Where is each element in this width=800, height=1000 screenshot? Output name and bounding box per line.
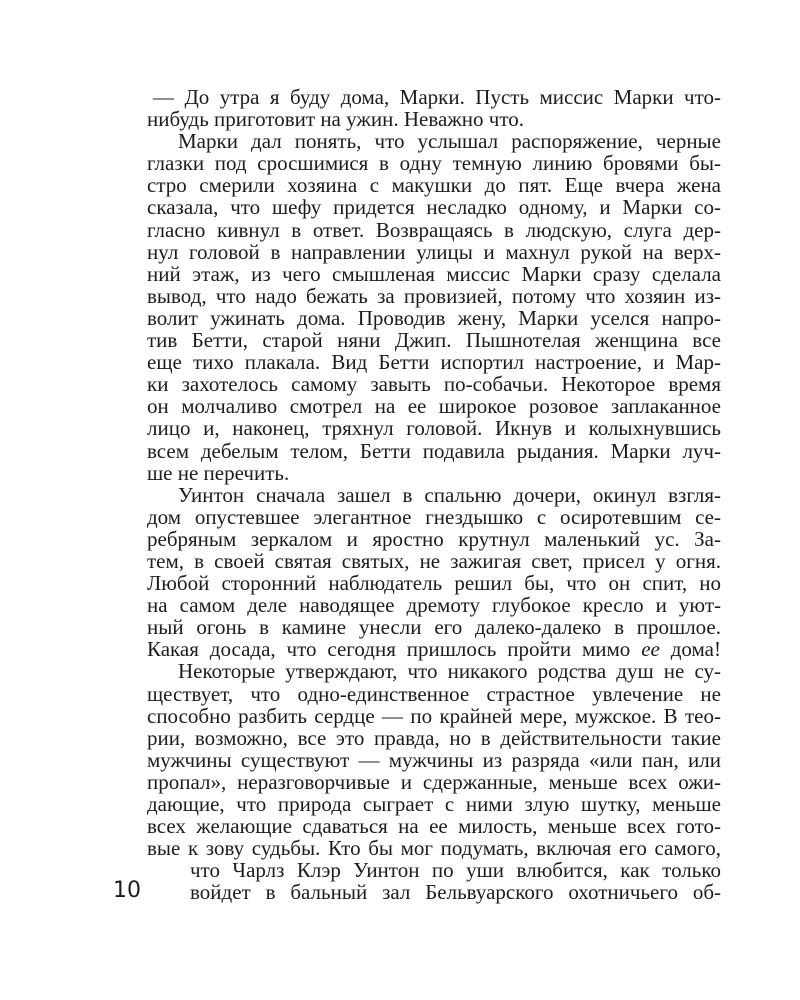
text-segment: Какая досада, что сегодня пришлось пройти мимо <box>147 637 642 662</box>
text-segment: еще тихо плакала. Вид Бетти испортил настроение, и Мар- <box>147 350 721 375</box>
text-segment: пропал», неразговорчивые и сдержанные, меньше всех ожи- <box>147 769 721 794</box>
text-line <box>147 705 721 727</box>
text-segment: гласно кивнул в ответ. Возвращаясь в людскую, слуга дер- <box>147 217 721 242</box>
text-line <box>147 219 721 241</box>
text-line <box>147 550 721 572</box>
text-segment: стро смерили хозяина с макушки до пят. Еще вчера жена <box>147 173 721 198</box>
text-segment: он молчаливо смотрел на ее широкое розовое заплаканное <box>147 394 721 419</box>
text-line <box>147 484 721 506</box>
text-segment: Любой сторонний наблюдатель решил бы, что он спит, но <box>147 571 721 596</box>
text-line <box>147 263 721 285</box>
text-segment: ребряным зеркалом и яростно крутнул маленький ус. За- <box>147 526 721 551</box>
text-segment: рии, возможно, все это правда, но в действительности такие <box>147 725 721 750</box>
text-line <box>147 152 721 174</box>
text-line <box>147 815 721 837</box>
text-line <box>147 307 721 329</box>
text-segment: тив Бетти, старой няни Джип. Пышнотелая женщина все <box>147 328 721 353</box>
text-line <box>147 174 721 196</box>
text-line <box>147 108 721 130</box>
text-segment: всех желающие сдаваться на ее милость, меньше всех гото- <box>147 814 721 839</box>
text-segment: нул головой в направлении улицы и махнул рукой на верх- <box>147 239 721 264</box>
text-line <box>147 683 721 705</box>
text-segment: ществует, что одно-единственное страстное увлечение не <box>147 681 721 706</box>
text-line <box>147 440 721 462</box>
text-line <box>147 727 721 749</box>
text-segment: лицо и, наконец, тряхнул головой. Икнув и колыхнувшись <box>147 416 721 441</box>
text-line <box>147 771 721 793</box>
text-segment: что Чарлз Клэр Уинтон по уши влюбится, как только <box>190 858 721 883</box>
text-segment: способно разбить сердце — по крайней мере, мужское. В тео- <box>147 703 721 728</box>
text-line <box>147 749 721 771</box>
text-line <box>147 373 721 395</box>
text-line <box>147 241 721 263</box>
text-segment: дающие, что природа сыграет с ними злую шутку, меньше <box>147 792 721 816</box>
text-segment: тем, в своей святая святых, не зажигая свет, присел у огня. <box>147 548 721 573</box>
text-segment: дома! <box>659 637 721 662</box>
text-segment: ше не перечить. <box>147 460 290 485</box>
text-line <box>147 351 721 373</box>
text-line <box>147 837 721 859</box>
text-segment: ки захотелось самому завыть по-собачьи. Некоторое время <box>147 372 721 397</box>
text-segment: — До утра я буду дома, Марки. Пусть миссис Марки что- <box>153 85 721 109</box>
text-line <box>147 86 721 108</box>
text-segment: дом опустевшее элегантное гнездышко с осиротевшим се- <box>147 504 721 529</box>
text-segment: вые к зову судьбы. Кто бы мог подумать, включая его самого, <box>147 836 721 861</box>
text-line <box>147 616 721 638</box>
text-line <box>147 462 721 484</box>
text-line <box>147 793 721 815</box>
text-line <box>147 528 721 550</box>
text-line <box>147 506 721 528</box>
text-line <box>147 638 721 660</box>
italic-text: ее <box>641 637 660 662</box>
text-line <box>147 859 721 881</box>
text-segment: вывод, что надо бежать за провизией, потому что хозяин из- <box>147 283 721 308</box>
text-line <box>147 417 721 439</box>
text-segment: волит ужинать дома. Проводив жену, Марки уселся напро- <box>147 305 721 330</box>
text-line <box>147 881 721 903</box>
text-line <box>147 329 721 351</box>
text-segment: глазки под сросшимися в одну темную линию бровями бы- <box>147 151 721 176</box>
text-line <box>147 660 721 682</box>
text-segment: ний этаж, из чего смышленая миссис Марки сразу сделала <box>147 261 721 286</box>
text-segment: ный огонь в камине унесли его далеко-далеко в прошлое. <box>147 615 721 640</box>
text-line <box>147 572 721 594</box>
text-segment: всем дебелым телом, Бетти подавила рыдания. Марки луч- <box>147 438 721 463</box>
text-segment: Некоторые утверждают, что никакого родства душ не су- <box>178 659 721 684</box>
text-segment: войдет в бальный зал Бельвуарского охотничьего об- <box>190 880 721 905</box>
text-segment: Марки дал понять, что услышал распоряжение, черные <box>178 129 721 154</box>
text-segment: на самом деле наводящее дремоту глубокое кресло и уют- <box>147 593 721 618</box>
text-line <box>147 130 721 152</box>
text-segment: Уинтон сначала зашел в спальню дочери, окинул взгля- <box>178 482 721 507</box>
body-text <box>147 86 721 903</box>
text-line <box>147 285 721 307</box>
text-segment: нибудь приготовит на ужин. Неважно что. <box>147 107 524 132</box>
text-segment: сказала, что шефу придется несладко одному, и Марки со- <box>147 195 721 220</box>
text-line <box>147 395 721 417</box>
text-line <box>147 196 721 218</box>
page-number: 10 <box>113 878 141 903</box>
text-line <box>147 594 721 616</box>
text-segment: мужчины существуют — мужчины из разряда «или пан, или <box>147 747 721 772</box>
